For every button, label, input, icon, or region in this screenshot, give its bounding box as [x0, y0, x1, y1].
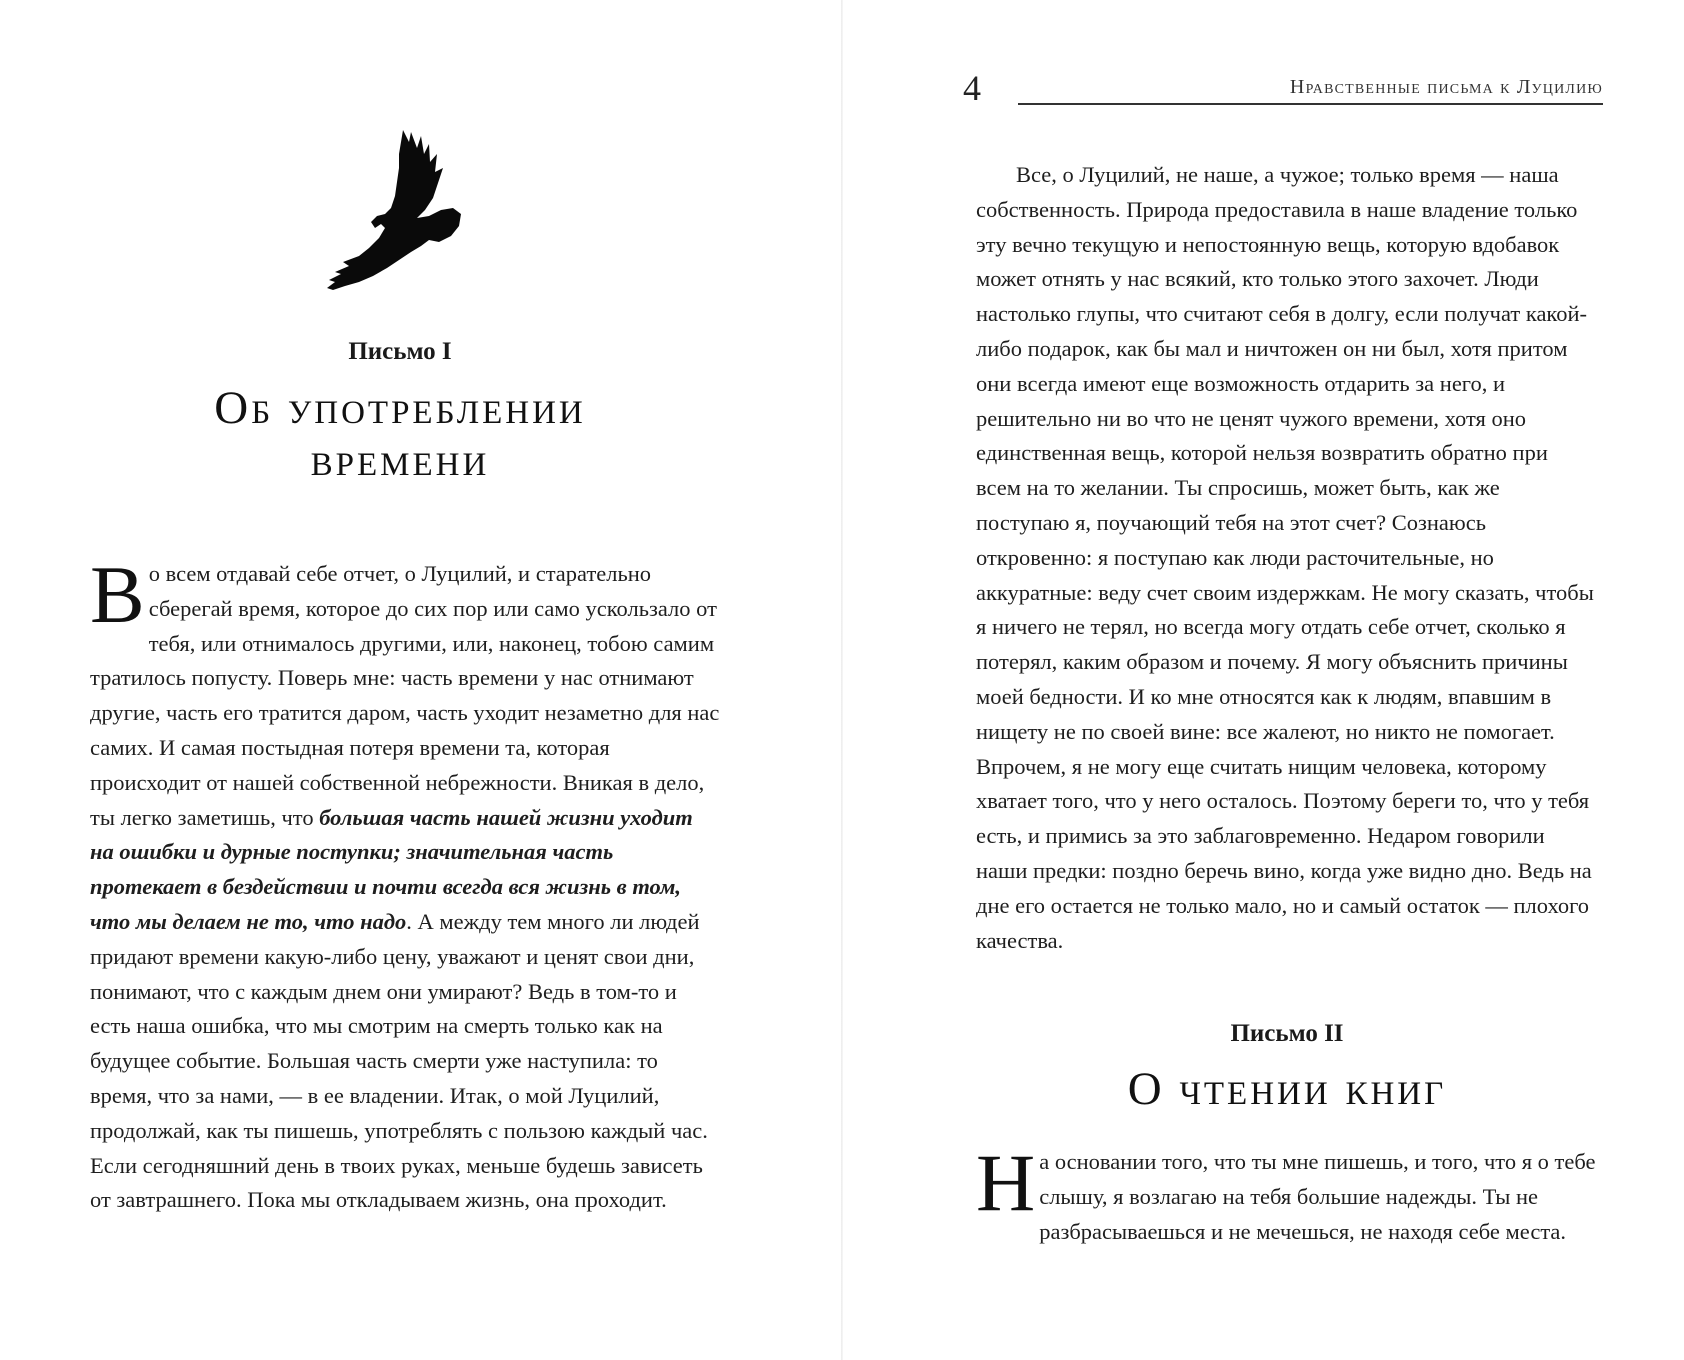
continued-body	[976, 158, 1598, 958]
letter-2-drop-cap: Н	[976, 1137, 1036, 1228]
right-page	[843, 0, 1684, 1360]
continued-paragraph: Все, о Луцилий, не наше, а чужое; только время — наша собственность. Природа предоставила в наше владение только эту вечно текущую и непостоянную вещь, которую вдобавок может отнять у нас всякий, кто только этого захочет. Люди настолько глупы, что считают себя в долгу, если получат какой-либо подарок, как бы мал и ничтожен он ни был, хотя притом они всегда имеют еще возможность отдарить за него, и решительно ни во что не ценят чужого времени, хотя оно единственная вещь, которой нельзя возвратить обратно при всем на то желании. Ты спросишь, может быть, как же поступаю я, поучающий тебя на этот счет? Сознаюсь откровенно: я поступаю как люди расточительные, но аккуратные: веду счет своим издержкам. Не могу сказать, чтобы я ничего не терял, но всегда могу отдать себе отчет, сколько я потерял, каким образом и почему. Я могу объяснить причины моей бедности. И ко мне относятся как к людям, впавшим в нищету не по своей вине: все жалеют, но никто не помогает. Впрочем, я не могу еще считать нищим человека, которому хватает того, что у него осталось. Поэтому береги то, что у тебя есть, и примись за это заблаговременно. Недаром говорили наши предки: поздно беречь вино, когда уже видно дно. Ведь на дне его остается не только мало, но и самый остаток — плохого качества.	[976, 162, 1594, 953]
letter-2-paragraph-text: а основании того, что ты мне пишешь, и того, что я о тебе слышу, я возлагаю на тебя большие надежды. Ты не разбрасываешься и не мечешься, не находя себе места.	[1039, 1149, 1596, 1244]
paragraph-text-end: . А между тем много ли людей придают времени какую-либо цену, уважают и ценят свои дни, понимают, что с каждым днем они умирают? Ведь в том-то и есть наша ошибка, что мы смотрим на смерть только как на будущее событие. Большая часть смерти уже наступила: то время, что за нами, — в ее владении. Итак, о мой Луцилий, продолжай, как ты пишешь, употреблять с пользою каждый час. Если сегодняшний день в твоих руках, меньше будешь зависеть от завтрашнего. Пока мы откладываем жизнь, она проходит.	[90, 908, 708, 1213]
letter-title	[80, 382, 720, 486]
letter-number: Письмо I	[348, 338, 452, 365]
letter-body	[90, 549, 722, 1218]
header-rule	[1018, 103, 1603, 105]
running-head: Нравственные письма к Луцилию	[1289, 76, 1603, 98]
letter-2-body	[976, 1137, 1598, 1249]
left-page	[0, 0, 841, 1360]
letter-2-number: Письмо II	[1230, 1020, 1344, 1047]
letter-paragraph	[90, 549, 722, 1218]
paragraph-emphasis: большая часть нашей жизни уходит на ошибки и дурные поступки; значительная часть протекает в бездействии и почти всегда вся жизнь в том, что мы делаем не то, что надо	[90, 804, 693, 934]
letter-2-title: О чтении книг	[1127, 1063, 1447, 1115]
letter-title-line-2: времени	[310, 434, 490, 486]
drop-cap: В	[90, 549, 145, 640]
paragraph-text-start: о всем отдавай себе отчет, о Луцилий, и старательно сберегай время, которое до сих пор или само ускользало от тебя, или отнималось другими, или, наконец, тобою самим тратилось попусту. Поверь мне: часть времени у нас отнимают другие, часть его тратится даром, часть уходит незаметно для нас самих. И самая постыдная потеря времени та, которая происходит от нашей собственной небрежности. Вникая в дело, ты легко заметишь, что	[90, 561, 720, 830]
eagle-silhouette-icon	[325, 128, 475, 293]
page-number: 4	[963, 68, 981, 108]
letter-title-line-1: Об употреблении	[214, 382, 586, 434]
letter-2-paragraph	[976, 1137, 1598, 1249]
